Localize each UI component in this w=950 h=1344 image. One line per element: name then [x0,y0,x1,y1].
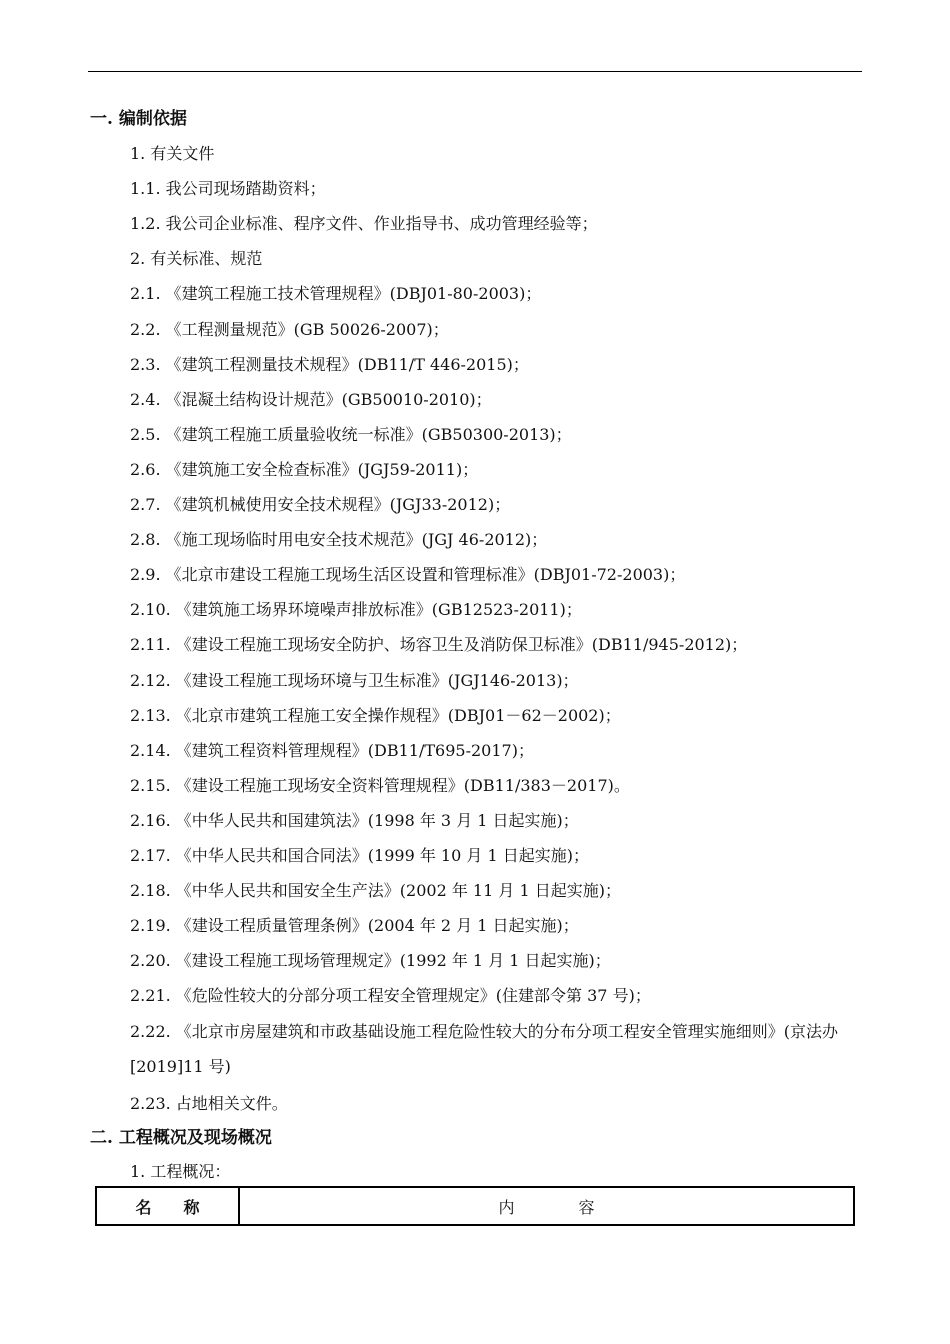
list-item: 2.16. 《中华人民共和国建筑法》(1998 年 3 月 1 日起实施)； [130,811,579,830]
list-item: 1. 有关文件 [130,144,215,163]
list-item: 2.15. 《建设工程施工现场安全资料管理规程》(DB11/383－2017)。 [130,776,630,795]
overview-table [95,1186,855,1226]
list-item: 2.20. 《建设工程施工现场管理规定》(1992 年 1 月 1 日起实施)； [130,951,611,970]
list-item: 2.1. 《建筑工程施工技术管理规程》(DBJ01-80-2003)； [130,284,542,303]
section-heading-overview: 二. 工程概况及现场概况 [90,1128,272,1148]
list-item: 2.4. 《混凝土结构设计规范》(GB50010-2010)； [130,390,492,409]
section-heading-basis: 一. 编制依据 [90,109,187,129]
table-header-content: 内 容 [498,1197,595,1217]
list-item: 2.18. 《中华人民共和国安全生产法》(2002 年 11 月 1 日起实施)； [130,881,621,900]
overview-subheading: 1. 工程概况： [130,1162,231,1181]
list-item: 2.12. 《建设工程施工现场环境与卫生标准》(JGJ146-2013)； [130,671,579,690]
list-item: 2.8. 《施工现场临时用电安全技术规范》(JGJ 46-2012)； [130,530,548,549]
header-rule [88,71,862,72]
list-item: 2.9. 《北京市建设工程施工现场生活区设置和管理标准》(DBJ01-72-2003)； [130,565,686,584]
list-item: 2. 有关标准、规范 [130,249,263,268]
list-item: 2.2. 《工程测量规范》(GB 50026-2007)； [130,320,449,339]
list-item: 2.11. 《建设工程施工现场安全防护、场容卫生及消防保卫标准》(DB11/945-2012)； [130,635,748,654]
list-item: 2.19. 《建设工程质量管理条例》(2004 年 2 月 1 日起实施)； [130,916,579,935]
list-item: 2.14. 《建筑工程资料管理规程》(DB11/T695-2017)； [130,741,534,760]
table-header-name: 名 称 [97,1188,240,1224]
list-item-2-22: 2.22. 《北京市房屋建筑和市政基础设施工程危险性较大的分布分项工程安全管理实施细则》(京法办[2019]11 号) [130,1022,839,1076]
list-item: 2.10. 《建筑施工场界环境噪声排放标准》(GB12523-2011)； [130,600,582,619]
list-item: 2.21. 《危险性较大的分部分项工程安全管理规定》(住建部令第 37 号)； [130,986,651,1005]
list-item: 2.6. 《建筑施工安全检查标准》(JGJ59-2011)； [130,460,479,479]
list-item: 2.17. 《中华人民共和国合同法》(1999 年 10 月 1 日起实施)； [130,846,589,865]
list-item: 2.7. 《建筑机械使用安全技术规程》(JGJ33-2012)； [130,495,511,514]
list-item: 2.5. 《建筑工程施工质量验收统一标准》(GB50300-2013)； [130,425,572,444]
list-item: 2.13. 《北京市建筑工程施工安全操作规程》(DBJ01－62－2002)； [130,706,621,725]
list-item: 1.1. 我公司现场踏勘资料； [130,179,326,198]
list-item: 2.3. 《建筑工程测量技术规程》(DB11/T 446-2015)； [130,355,529,374]
list-item-2-23: 2.23. 占地相关文件。 [130,1094,288,1113]
list-item: 1.2. 我公司企业标准、程序文件、作业指导书、成功管理经验等； [130,214,598,233]
